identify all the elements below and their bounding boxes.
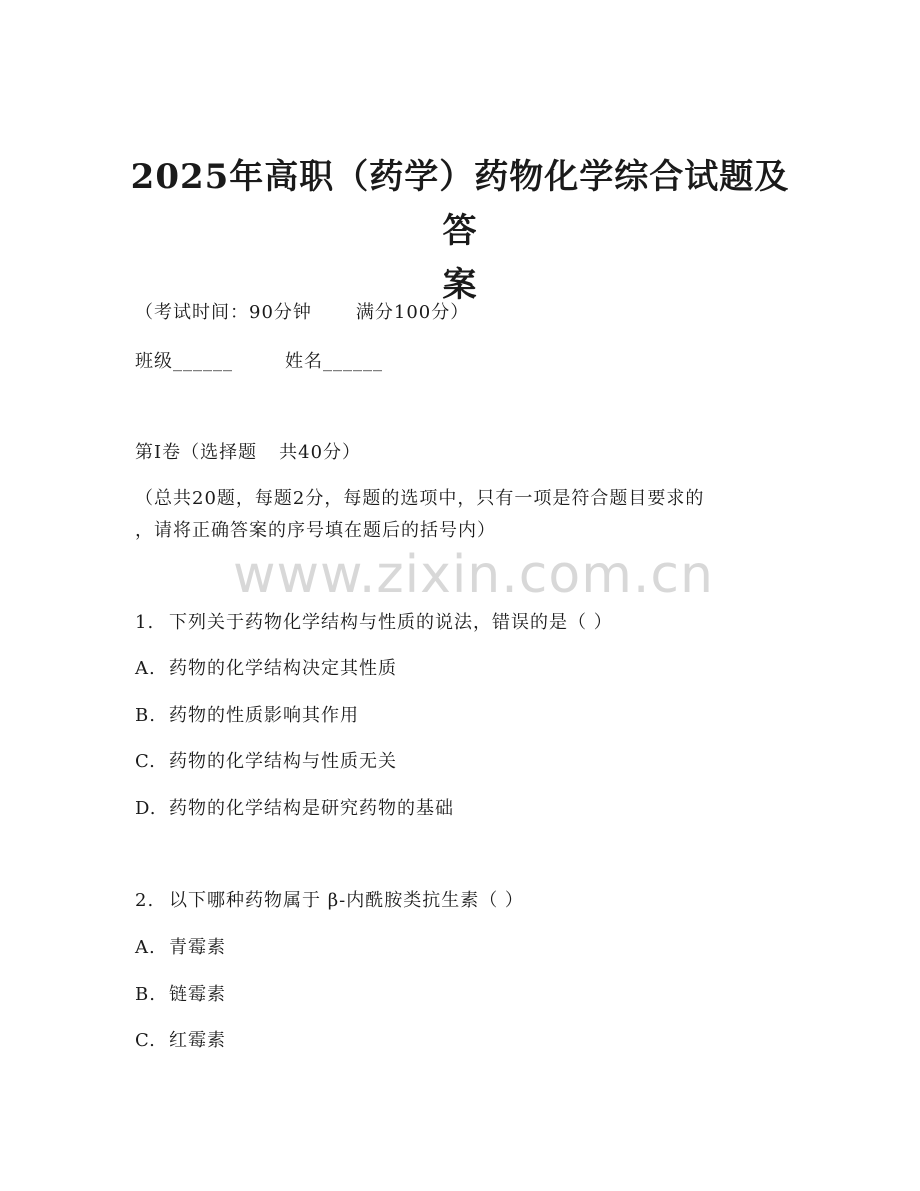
name-field: 姓名______ <box>285 351 383 372</box>
question-1-option-c <box>135 747 397 777</box>
question-text: 下列关于药物化学结构与性质的说法，错误的是（ ） <box>169 612 613 633</box>
option-text: 红霉素 <box>169 1030 226 1051</box>
question-number: 1. <box>135 612 155 633</box>
question-2 <box>135 886 524 916</box>
exam-time: （考试时间：90分钟 <box>135 302 312 323</box>
title-line-1: 2025年高职（药学）药物化学综合试题及答 <box>130 157 790 251</box>
question-1-option-b <box>135 701 359 731</box>
option-label: A. <box>135 658 156 679</box>
option-label: C. <box>135 751 156 772</box>
option-text: 链霉素 <box>169 984 226 1005</box>
document-title <box>120 150 800 312</box>
section-heading-part-2: 共40分） <box>279 442 362 463</box>
section-instruction-line-1: （总共20题，每题2分，每题的选项中，只有一项是符合题目要求的 <box>135 488 705 509</box>
option-label: A. <box>135 937 156 958</box>
student-fields <box>135 347 383 377</box>
section-instruction-line-2: ，请将正确答案的序号填在题后的括号内） <box>135 520 496 541</box>
question-2-option-c <box>135 1026 226 1056</box>
option-text: 药物的化学结构是研究药物的基础 <box>169 798 454 819</box>
section-heading <box>135 438 361 468</box>
option-label: D. <box>135 798 157 819</box>
question-2-option-a <box>135 933 226 963</box>
watermark: www.zixin.com.cn <box>233 545 714 605</box>
question-1 <box>135 608 613 638</box>
option-text: 药物的化学结构与性质无关 <box>169 751 397 772</box>
class-field: 班级______ <box>135 351 233 372</box>
question-1-option-a <box>135 654 397 684</box>
option-label: C. <box>135 1030 156 1051</box>
question-number: 2. <box>135 890 155 911</box>
option-label: B. <box>135 984 156 1005</box>
question-text: 以下哪种药物属于 β-内酰胺类抗生素（ ） <box>169 890 524 911</box>
option-text: 药物的性质影响其作用 <box>169 705 359 726</box>
section-heading-part-1: 第I卷（选择题 <box>135 442 258 463</box>
question-2-option-b <box>135 980 226 1010</box>
question-1-option-d <box>135 794 454 824</box>
option-label: B. <box>135 705 156 726</box>
option-text: 青霉素 <box>169 937 226 958</box>
title-line-2: 案 <box>442 265 478 305</box>
exam-info <box>135 298 469 328</box>
exam-score: 满分100分） <box>355 302 470 323</box>
option-text: 药物的化学结构决定其性质 <box>169 658 397 679</box>
